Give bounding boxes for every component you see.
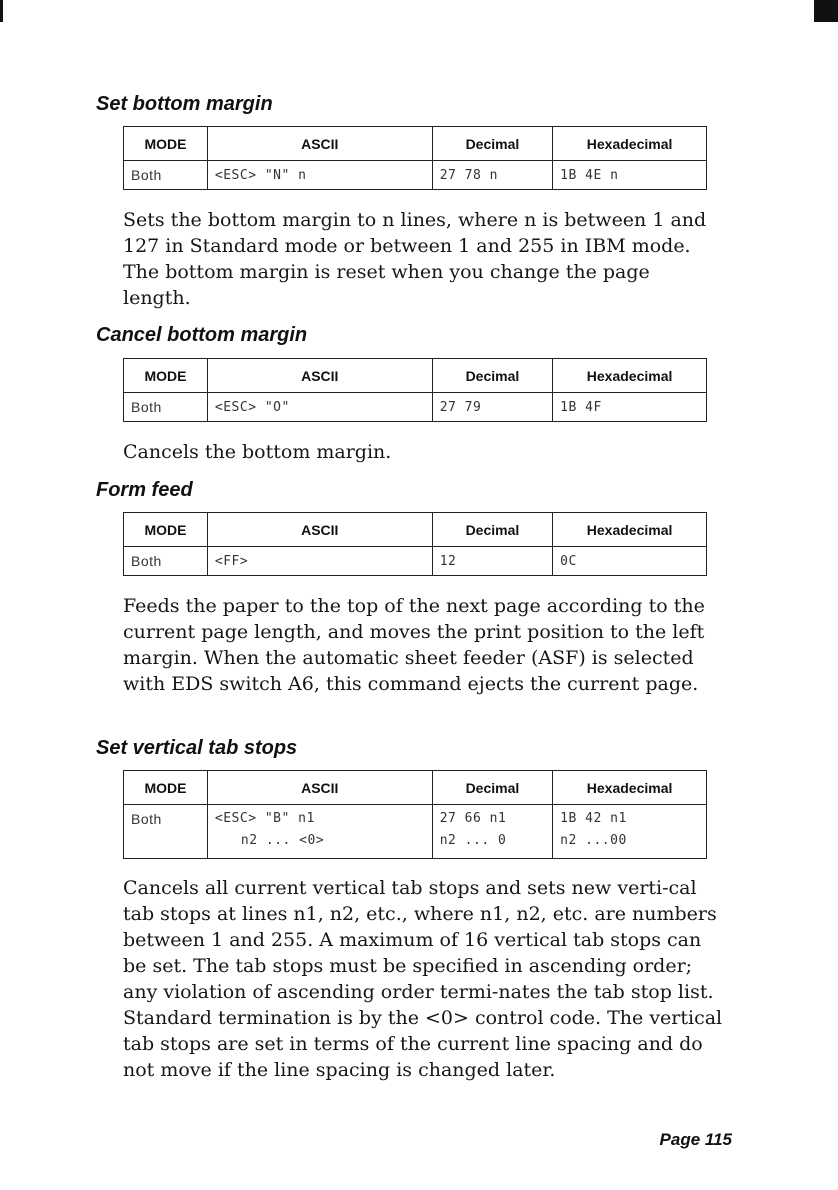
header-hexadecimal: Hexadecimal	[553, 513, 707, 547]
cell-mode: Both	[124, 805, 208, 859]
cell-mode: Both	[124, 161, 208, 190]
cell-decimal	[432, 805, 552, 859]
header-decimal: Decimal	[432, 127, 552, 161]
cell-ascii: <ESC> "N" n	[207, 161, 432, 190]
section-set-vertical-tab-stops	[96, 736, 716, 760]
cell-decimal-line2: n2 ... 0	[439, 833, 507, 848]
table-row	[124, 547, 707, 576]
table-row	[124, 161, 707, 190]
cell-hexadecimal-line1: 1B 42 n1	[560, 811, 627, 826]
section-heading: Set bottom margin	[96, 93, 273, 115]
cell-mode: Both	[124, 547, 208, 576]
cell-ascii-line1: <ESC> "B" n1	[214, 811, 315, 826]
section-form-feed	[96, 478, 716, 502]
cell-decimal-line1: 27 66 n1	[439, 811, 507, 826]
cell-mode: Both	[124, 393, 208, 422]
cell-ascii-line2: n2 ... <0>	[240, 833, 325, 848]
cell-decimal: 12	[432, 547, 552, 576]
command-table-cancel-bottom-margin	[123, 358, 707, 422]
scan-edge-mark	[0, 0, 3, 22]
page-number: Page 115	[659, 1130, 732, 1149]
command-table-set-vertical-tab-stops	[123, 770, 707, 859]
header-hexadecimal: Hexadecimal	[553, 359, 707, 393]
section-description: Sets the bottom margin to n lines, where n is between 1 and 127 in Standard mode or between 1 and 255 in IBM mode. The bottom margin is reset when you change the page length.	[123, 209, 707, 309]
header-decimal: Decimal	[432, 771, 552, 805]
table-header-row	[124, 513, 707, 547]
cell-hexadecimal	[553, 805, 707, 859]
section-set-bottom-margin	[96, 92, 716, 116]
command-table-form-feed	[123, 512, 707, 576]
section-description: Cancels the bottom margin.	[123, 441, 392, 463]
header-ascii: ASCII	[207, 127, 432, 161]
cell-ascii	[207, 805, 432, 859]
table-row	[124, 393, 707, 422]
header-mode: MODE	[124, 127, 208, 161]
cell-ascii: <ESC> "O"	[207, 393, 432, 422]
cell-hexadecimal-line2: n2 ...00	[560, 833, 627, 848]
header-mode: MODE	[124, 359, 208, 393]
table-header-row	[124, 127, 707, 161]
section-description: Cancels all current vertical tab stops and sets new verti-cal tab stops at lines n1, n2, etc., where n1, n2, etc. are numbers between 1 and 255. A maximum of 16 vertical tab stops can be set. The tab stops must be specified in ascending order; any violation of ascending order termi-nates the tab stop list. Standard termination is by the <0> control code. The vertical tab stops are set in terms of the current line spacing and do not move if the line spacing is changed later.	[123, 877, 723, 1081]
cell-hexadecimal: 1B 4F	[553, 393, 707, 422]
header-decimal: Decimal	[432, 359, 552, 393]
header-ascii: ASCII	[207, 359, 432, 393]
cell-decimal: 27 79	[432, 393, 552, 422]
cell-ascii: <FF>	[207, 547, 432, 576]
page-corner-mark	[814, 0, 838, 22]
command-table-set-bottom-margin	[123, 126, 707, 190]
header-hexadecimal: Hexadecimal	[553, 127, 707, 161]
cell-hexadecimal: 1B 4E n	[553, 161, 707, 190]
section-heading: Form feed	[96, 479, 193, 501]
cell-decimal: 27 78 n	[432, 161, 552, 190]
header-hexadecimal: Hexadecimal	[553, 771, 707, 805]
table-header-row	[124, 359, 707, 393]
cell-hexadecimal: 0C	[553, 547, 707, 576]
section-heading: Cancel bottom margin	[96, 324, 308, 346]
header-mode: MODE	[124, 513, 208, 547]
section-cancel-bottom-margin	[96, 323, 716, 347]
header-mode: MODE	[124, 771, 208, 805]
table-row	[124, 805, 707, 859]
header-ascii: ASCII	[207, 771, 432, 805]
table-header-row	[124, 771, 707, 805]
header-ascii: ASCII	[207, 513, 432, 547]
header-decimal: Decimal	[432, 513, 552, 547]
section-description: Feeds the paper to the top of the next page according to the current page length, and moves the print position to the left margin. When the automatic sheet feeder (ASF) is selected with EDS switch A6, this command ejects the current page.	[123, 595, 705, 695]
section-heading: Set vertical tab stops	[96, 737, 298, 759]
